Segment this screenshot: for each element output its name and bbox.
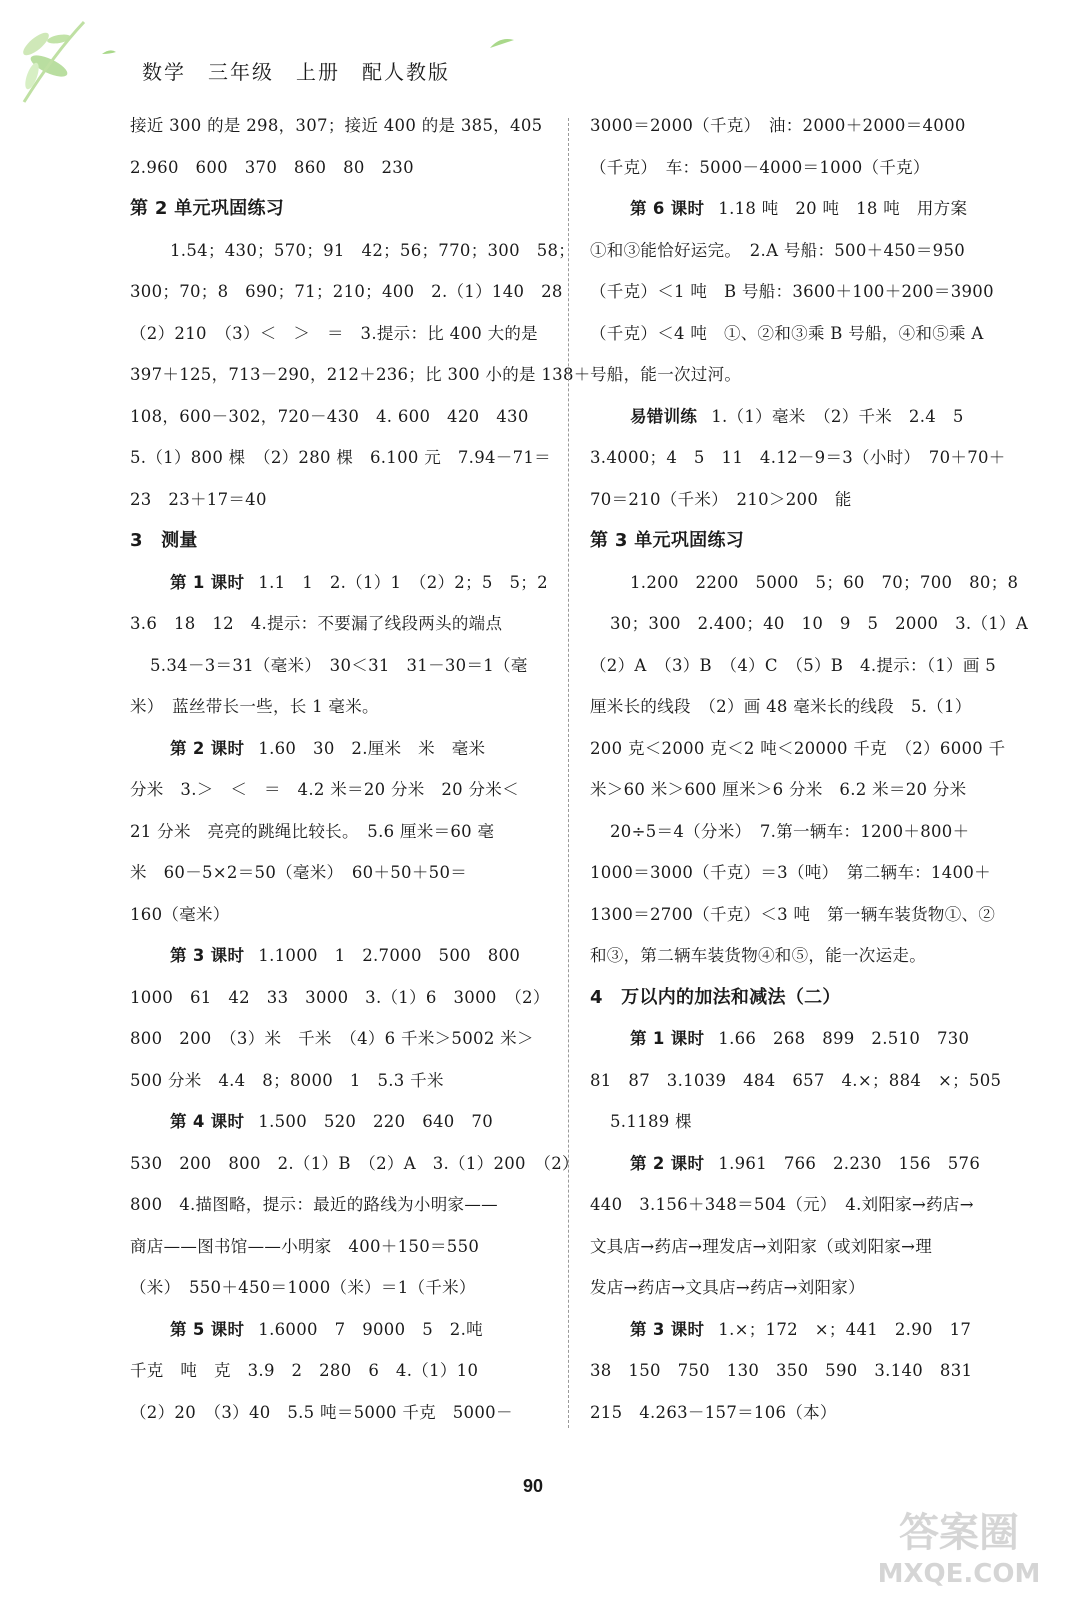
answer-text: 81 87 3.1039 484 657 4.×；884 ×；505 [590, 1070, 1002, 1090]
answer-line [590, 437, 1010, 479]
answer-line [590, 1018, 1010, 1060]
answer-line [130, 977, 550, 1019]
lesson-label: 第 1 课时 [170, 572, 245, 592]
answer-text: （千克）＜4 吨 ①、②和③乘 B 号船，④和⑤乘 A [590, 323, 984, 343]
answer-text: 米＞60 米＞600 厘米＞6 分米 6.2 米＝20 分米 [590, 780, 967, 799]
answer-text: 1000＝3000（千克）＝3（吨） 第二辆车：1400＋ [590, 863, 991, 882]
answer-text: 5.34－3＝31（毫米） 30＜31 31－30＝1（毫 [150, 655, 528, 675]
answer-line [590, 230, 1010, 272]
answer-text: 文具店→药店→理发店→刘阳家（或刘阳家→理 [590, 1236, 933, 1256]
page-number: 90 [522, 1476, 544, 1496]
answer-text: 160（毫米） [130, 904, 230, 924]
answer-line [590, 935, 1010, 977]
answer-text: （2）20 （3）40 5.5 吨＝5000 千克 5000－ [130, 1402, 513, 1422]
page-header [0, 0, 600, 110]
answer-text: 108，600－302，720－430 4. 600 420 430 [130, 406, 529, 426]
answer-text: 1.60 30 2.厘米 米 毫米 [258, 738, 486, 758]
answer-text: 1.1 1 2.（1）1 （2）2；5 5；2 [258, 572, 548, 592]
answer-text: 米） 蓝丝带长一些，长 1 毫米。 [130, 697, 379, 716]
answer-line [590, 686, 1010, 728]
answer-line [130, 852, 550, 894]
answer-line [590, 271, 1010, 313]
answer-text: 397＋125，713－290，212＋236；比 300 小的是 138＋ [130, 365, 591, 384]
answer-text: 千克 吨 克 3.9 2 280 6 4.（1）10 [130, 1361, 479, 1380]
answer-text: 300；70；8 690；71；210；400 2.（1）140 28 [130, 282, 563, 301]
section-heading [590, 520, 1010, 562]
answer-text: 3 测量 [130, 530, 198, 551]
answer-text: 70＝210（千米） 210＞200 能 [590, 489, 852, 509]
lesson-label: 第 3 课时 [170, 946, 245, 965]
answer-text: 1.1000 1 2.7000 500 800 [258, 946, 521, 965]
answer-line [130, 105, 550, 147]
answer-text: 440 3.156＋348＝504（元） 4.刘阳家→药店→ [590, 1195, 974, 1214]
answer-text: 分米 3.＞ ＜ ＝ 4.2 米＝20 分米 20 分米＜ [130, 780, 519, 799]
answer-text: 1.66 268 899 2.510 730 [718, 1029, 970, 1048]
answer-line [590, 147, 1010, 189]
answer-text: 800 4.描图略，提示：最近的路线为小明家—— [130, 1195, 498, 1214]
answer-line [590, 1101, 1010, 1143]
answer-text: ①和③能恰好运完。 2.A 号船：500＋450＝950 [590, 240, 966, 260]
answer-line [130, 603, 550, 645]
answer-line [130, 1267, 550, 1309]
svg-text:MXQE.COM: MXQE.COM [877, 1559, 1041, 1589]
answer-line [130, 1184, 550, 1226]
answer-line [590, 811, 1010, 853]
answer-line [130, 769, 550, 811]
svg-text:答案圈: 答案圈 [899, 1510, 1019, 1556]
answer-text: 38 150 750 130 350 590 3.140 831 [590, 1361, 973, 1380]
answer-line [130, 811, 550, 853]
left-column [130, 105, 591, 1433]
answer-text: 1.6000 7 9000 5 2.吨 [258, 1319, 483, 1339]
column-divider [568, 118, 569, 1428]
answer-line [130, 1060, 550, 1102]
answer-text: 30；300 2.400；40 10 9 5 2000 3.（1）A [610, 614, 1029, 633]
answer-line [130, 935, 550, 977]
lesson-label: 第 2 课时 [630, 1153, 705, 1173]
answer-line [590, 1143, 1010, 1185]
answer-text: 1.500 520 220 640 70 [258, 1112, 493, 1131]
answer-text: 21 分米 亮亮的跳绳比较长。 5.6 厘米＝60 毫 [130, 821, 495, 841]
answer-line [590, 852, 1010, 894]
lesson-label: 第 2 课时 [170, 738, 245, 758]
answer-line [130, 728, 550, 770]
answer-line [590, 1309, 1010, 1351]
answer-text: 1.961 766 2.230 156 576 [718, 1153, 981, 1173]
leaf-decoration-icon [14, 14, 124, 106]
answer-text: （千克）＜1 吨 B 号船：3600＋100＋200＝3900 [590, 282, 994, 301]
answer-line [590, 354, 1010, 396]
lesson-label: 第 1 课时 [630, 1029, 705, 1048]
answer-text: 3000＝2000（千克） 油：2000＋2000＝4000 [590, 116, 966, 135]
answer-line [590, 769, 1010, 811]
answer-line [130, 479, 550, 521]
answer-text: 发店→药店→文具店→药店→刘阳家） [590, 1278, 865, 1297]
section-heading [130, 188, 550, 230]
answer-text: 23 23＋17＝40 [130, 489, 267, 509]
answer-text: 1.200 2200 5000 5；60 70；700 80；8 [630, 572, 1019, 592]
section-heading [590, 977, 1010, 1019]
lesson-label: 第 5 课时 [170, 1319, 245, 1339]
answer-text: 1.54；430；570；91 42；56；770；300 58； [170, 240, 576, 260]
answer-line [590, 562, 1019, 604]
answer-line [590, 1060, 1010, 1102]
answer-line [130, 645, 550, 687]
answer-line [590, 396, 1010, 438]
answer-line [130, 1392, 550, 1434]
answer-text: 第 2 单元巩固练习 [130, 198, 285, 219]
answer-line [590, 1226, 1010, 1268]
answer-text: （米） 550＋450＝1000（米）＝1（千米） [130, 1278, 476, 1297]
answer-text: 1.×；172 ×；441 2.90 17 [718, 1319, 972, 1339]
answer-text: 4 万以内的加法和减法（二） [590, 986, 841, 1008]
answer-line [590, 728, 1010, 770]
answer-line [590, 1267, 1010, 1309]
answer-line [130, 1018, 550, 1060]
lesson-label: 第 3 课时 [630, 1319, 705, 1339]
answer-line [130, 562, 550, 604]
answer-line [590, 603, 1029, 645]
answer-text: 米 60－5×2＝50（毫米） 60＋50＋50＝ [130, 863, 468, 882]
answer-line [590, 1350, 1010, 1392]
answer-text: （2）A （3）B （4）C （5）B 4.提示：（1）画 5 [590, 655, 997, 675]
answer-line [590, 1392, 1010, 1434]
answer-line [130, 354, 591, 396]
answer-text: （2）210 （3）＜ ＞ ＝ 3.提示：比 400 大的是 [130, 323, 538, 343]
small-leaf-icon [488, 36, 516, 54]
answer-line [130, 1101, 550, 1143]
answer-text: 接近 300 的是 298，307；接近 400 的是 385，405 [130, 116, 543, 135]
answer-text: 2.960 600 370 860 80 230 [130, 157, 414, 177]
answer-text: 5.（1）800 棵 （2）280 棵 6.100 元 7.94－71＝ [130, 448, 551, 467]
answer-text: 号船，能一次过河。 [590, 365, 742, 384]
answer-text: 3.4000；4 5 11 4.12－9＝3（小时） 70＋70＋ [590, 448, 1006, 467]
answer-line [590, 1184, 1010, 1226]
answer-line [590, 313, 1010, 355]
answer-text: 1000 61 42 33 3000 3.（1）6 3000 （2） [130, 987, 550, 1007]
answer-line [130, 1350, 550, 1392]
answer-text: 1.18 吨 20 吨 18 吨 用方案 [718, 199, 968, 218]
answer-text: 500 分米 4.4 8；8000 1 5.3 千米 [130, 1070, 444, 1090]
answer-line [130, 313, 550, 355]
answer-text: 1.（1）毫米 （2）千米 2.4 5 [711, 406, 964, 426]
answer-line [130, 230, 576, 272]
answer-text: 3.6 18 12 4.提示：不要漏了线段两头的端点 [130, 614, 503, 633]
answer-line [590, 645, 1010, 687]
answer-text: 530 200 800 2.（1）B （2）A 3.（1）200 （2） [130, 1153, 579, 1173]
lesson-label: 第 6 课时 [630, 199, 705, 218]
answer-line [130, 147, 550, 189]
section-heading [130, 520, 550, 562]
answer-text: 215 4.263－157＝106（本） [590, 1402, 837, 1422]
answer-line [130, 437, 550, 479]
header-title: 数学 三年级 上册 配人教版 [142, 60, 450, 84]
answer-text: 200 克＜2000 克＜2 吨＜20000 千克 （2）6000 千 [590, 738, 1006, 758]
lesson-label: 第 4 课时 [170, 1112, 245, 1131]
answer-text: 厘米长的线段 （2）画 48 毫米长的线段 5.（1） [590, 697, 972, 716]
answer-text: 1300＝2700（千克）＜3 吨 第一辆车装货物①、② [590, 904, 996, 924]
watermark-logo [874, 1494, 1044, 1594]
answer-text: 800 200 （3）米 千米 （4）6 千米＞5002 米＞ [130, 1029, 534, 1048]
answer-line [130, 396, 550, 438]
answer-line [130, 271, 563, 313]
answer-line [130, 1143, 579, 1185]
answer-line [590, 188, 1010, 230]
answer-line [590, 479, 1010, 521]
answer-line [590, 894, 1010, 936]
answer-text: 和③，第二辆车装货物④和⑤，能一次运走。 [590, 946, 926, 965]
answer-line [130, 894, 550, 936]
answer-line [130, 1309, 550, 1351]
answer-line [130, 1226, 550, 1268]
answer-line [130, 686, 550, 728]
answer-text: 商店——图书馆——小明家 400＋150＝550 [130, 1236, 480, 1256]
answer-text: （千克） 车：5000－4000＝1000（千克） [590, 157, 930, 177]
answer-text: 第 3 单元巩固练习 [590, 530, 745, 551]
answer-text: 20÷5＝4（分米） 7.第一辆车：1200＋800＋ [610, 821, 970, 841]
answer-line [590, 105, 1010, 147]
right-column [590, 105, 1029, 1433]
lesson-label: 易错训练 [630, 406, 698, 426]
answer-text: 5.1189 棵 [610, 1112, 692, 1131]
